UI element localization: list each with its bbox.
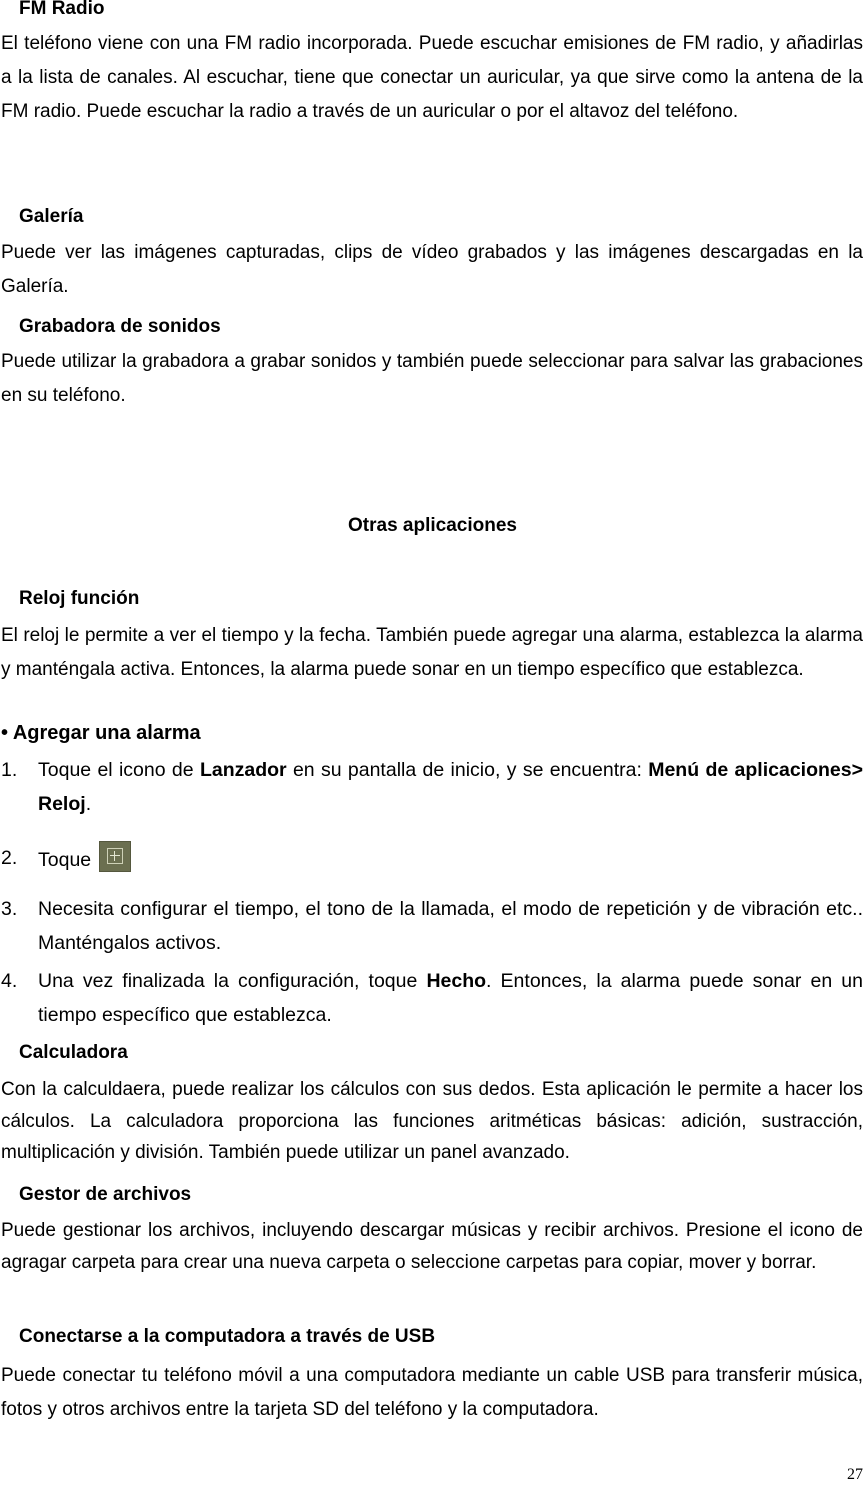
heading-reloj: Reloj función (19, 588, 140, 609)
list-item-step-2 (1, 841, 863, 877)
heading-usb: Conectarse a la computadora a través de USB (19, 1326, 436, 1347)
step-number: 4. (1, 970, 18, 992)
step-text: Una vez finalizada la configuración, toque Hecho. Entonces, la alarma puede sonar en un tiempo específico que establezca. (38, 970, 863, 1026)
heading-calculadora: Calculadora (19, 1042, 128, 1063)
list-item-step-1 (1, 753, 863, 821)
step-text: Toque (38, 841, 863, 877)
paragraph-reloj: El reloj le permite a ver el tiempo y la fecha. También puede agregar una alarma, establezca la alarma y manténgala activa. Entonces, la alarma puede sonar en un tiempo específico que establezca. (1, 625, 863, 680)
paragraph-galeria: Puede ver las imágenes capturadas, clips de vídeo grabados y las imágenes descargadas en la Galería. (1, 242, 863, 297)
step-text: Necesita configurar el tiempo, el tono de la llamada, el modo de repetición y de vibración etc.. Manténgalos activos. (38, 898, 863, 954)
heading-galeria: Galería (19, 206, 84, 227)
add-alarm-icon (99, 841, 131, 872)
heading-fm-radio: FM Radio (19, 0, 105, 19)
list-item-step-4 (1, 964, 863, 1032)
paragraph-calculadora: Con la calculdaera, puede realizar los cálculos con sus dedos. Esta aplicación le permite a hacer los cálculos. La calculadora proporciona las funciones aritméticas básicas: adición, sustracción, multiplicación y división. También puede utilizar un panel avanzado. (1, 1079, 863, 1163)
paragraph-gestor: Puede gestionar los archivos, incluyendo descargar músicas y recibir archivos. Presione el icono de agragar carpeta para crear una nueva carpeta o seleccione carpetas para copiar, mover y borrar. (1, 1220, 863, 1273)
step-text: Toque el icono de Lanzador en su pantalla de inicio, y se encuentra: Menú de aplicaciones> Reloj. (38, 759, 863, 815)
paragraph-grabadora: Puede utilizar la grabadora a grabar sonidos y también puede seleccionar para salvar las grabaciones en su teléfono. (1, 351, 863, 406)
step-number: 2. (1, 847, 18, 869)
heading-grabadora: Grabadora de sonidos (19, 316, 221, 337)
section-title-otras-aplicaciones: Otras aplicaciones (348, 515, 517, 536)
list-item-step-3 (1, 892, 863, 960)
paragraph-fm-radio: El teléfono viene con una FM radio incorporada. Puede escuchar emisiones de FM radio, y añadirlas a la lista de canales. Al escuchar, tiene que conectar un auricular, ya que sirve como la antena de la FM radio. Puede escuchar la radio a través de un auricular o por el altavoz del teléfono. (1, 33, 863, 122)
bullet-heading-agregar-alarma: • Agregar una alarma (1, 722, 201, 744)
heading-gestor: Gestor de archivos (19, 1184, 192, 1205)
step-number: 1. (1, 759, 18, 781)
paragraph-usb: Puede conectar tu teléfono móvil a una computadora mediante un cable USB para transferir música, fotos y otros archivos entre la tarjeta SD del teléfono y la computadora. (1, 1365, 863, 1420)
page-number: 27 (847, 1466, 863, 1483)
step-number: 3. (1, 898, 18, 920)
